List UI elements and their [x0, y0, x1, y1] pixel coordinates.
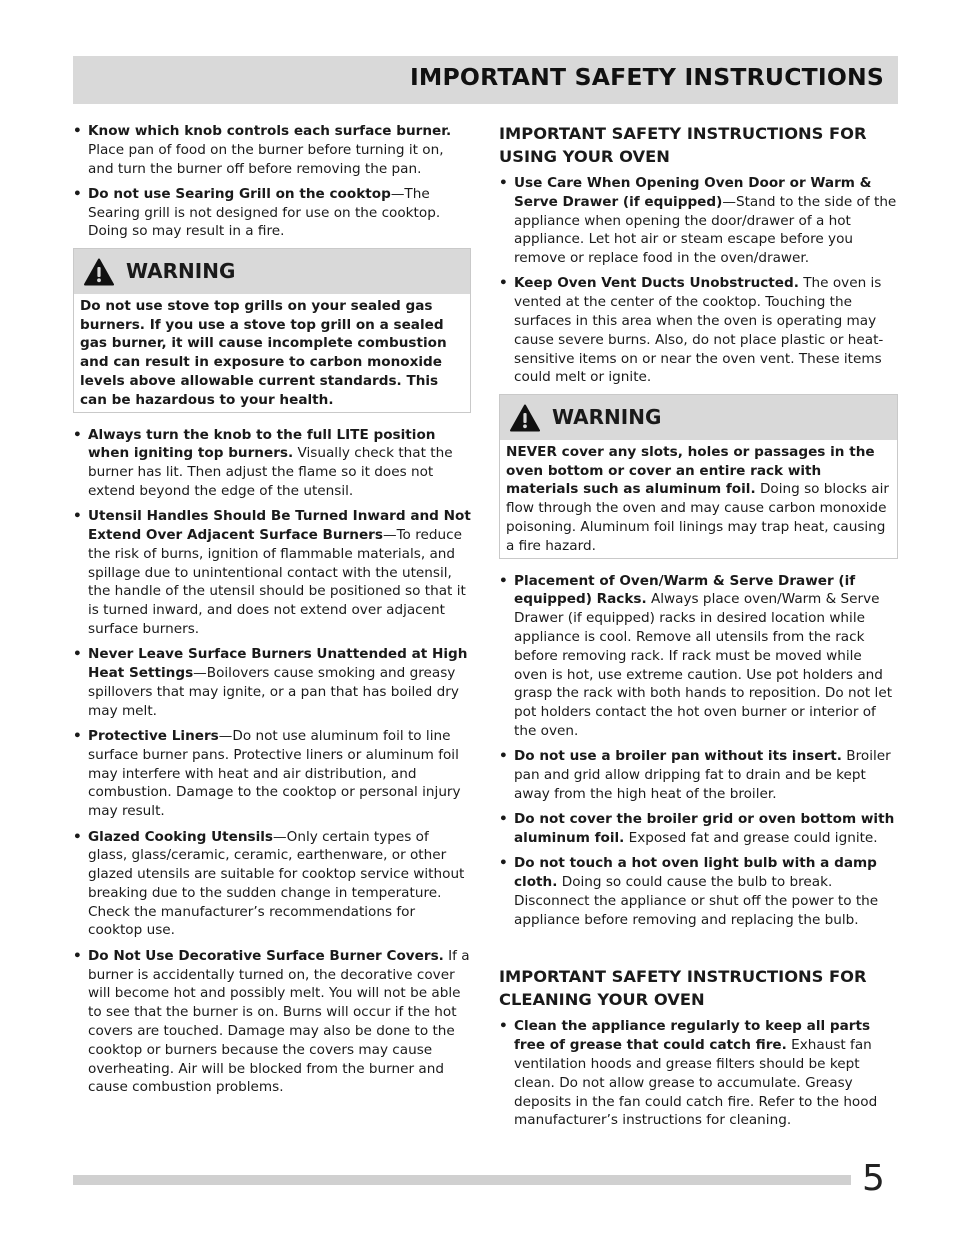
warning-header — [74, 249, 470, 294]
bullet-icon: • — [73, 728, 82, 745]
page-number: 5 — [862, 1158, 885, 1199]
bullet-icon: • — [73, 646, 82, 663]
list-item: • Do Not Use Decorative Surface Burner Covers. If a burner is accidentally turned on, the decorative cover will become hot and possibly melt. You will not be able to see that the burner is on. Burns will occur if the hot covers are touched. Damage may also be done to the cooktop or burners because the covers may cause overheating. Air will be blocked from the burner and cause combustion problems. — [73, 947, 470, 1096]
warning-header — [500, 395, 897, 440]
list-item: • Do not touch a hot oven light bulb with a damp cloth. Doing so could cause the bulb to break. Disconnect the appliance or shut off the power to the appliance before removing and replacing the bulb. — [499, 855, 879, 928]
warning-box — [499, 394, 898, 559]
list-item: • Do not cover the broiler grid or oven bottom with aluminum foil. Exposed fat and grease could ignite. — [499, 811, 895, 846]
bullet-icon: • — [499, 1018, 508, 1035]
warning-triangle-icon — [510, 404, 540, 432]
section-heading-cleaning: IMPORTANT SAFETY INSTRUCTIONS FOR CLEANING YOUR OVEN — [499, 967, 867, 1010]
list-item: • Never Leave Surface Burners Unattended at High Heat Settings—Boilovers cause smoking and greasy spillovers that may ignite, or a pan that has boiled dry may melt. — [73, 646, 468, 719]
left-list-top — [73, 122, 471, 241]
bullet-icon: • — [499, 748, 508, 765]
right-list-top — [499, 174, 898, 387]
footer-bar — [73, 1175, 851, 1185]
bullet-icon: • — [73, 508, 82, 525]
bullet-icon: • — [499, 811, 508, 828]
list-item: • Do not use Searing Grill on the cooktop—The Searing grill is not designed for use on the cooktop. Doing so may result in a fire. — [73, 185, 441, 240]
list-item: • Do not use a broiler pan without its insert. Broiler pan and grid allow dripping fat to drain and be kept away from the high heat of the broiler. — [499, 748, 891, 802]
bullet-icon: • — [73, 426, 82, 443]
list-item: • Clean the appliance regularly to keep all parts free of grease that could catch fire. Exhaust fan ventilation hoods and grease filters should be kept clean. Do not allow grease to accumulate. Greasy deposits in the fan could catch fire. Refer to the hood manufacturer’s instructions for cleaning. — [499, 1018, 878, 1129]
bullet-icon: • — [499, 855, 508, 872]
warning-title: WARNING — [552, 404, 662, 429]
list-item: • Always turn the knob to the full LITE position when igniting top burners. Visually check that the burner has lit. Then adjust the flame so it does not extend beyond the edge of the utensil. — [73, 426, 453, 499]
bullet-icon: • — [499, 175, 508, 191]
right-column — [499, 122, 898, 1137]
list-item: • Utensil Handles Should Be Turned Inward and Not Extend Over Adjacent Surface Burners—To reduce the risk of burns, ignition of flammable materials, and spillage due to unintentional contact with the utensil, the handle of the utensil should be positioned so that it is turned inward, and does not extend over adjacent surface burners. — [73, 508, 471, 638]
left-column — [73, 122, 471, 1104]
right-list-bottom — [499, 572, 898, 930]
warning-triangle-icon — [84, 258, 114, 286]
bullet-icon: • — [73, 123, 82, 139]
left-list-bottom — [73, 426, 471, 1098]
list-item: • Know which knob controls each surface burner. Place pan of food on the burner before turning it on, and turn the burner off before removing the pan. — [73, 123, 452, 177]
bullet-icon: • — [73, 947, 82, 964]
list-item: • Placement of Oven/Warm & Serve Drawer (if equipped) Racks. Always place oven/Warm & Serve Drawer (if equipped) racks in desired location while appliance is cool. Remove all utensils from the rack before removing rack. If rack must be moved while oven is hot, use extreme caution. Use pot holders and grasp the rack with both hands to reposition. Do not let pot holders contact the hot oven burner or interior of the oven. — [499, 572, 893, 739]
bullet-icon: • — [499, 572, 508, 589]
page-title: IMPORTANT SAFETY INSTRUCTIONS — [409, 63, 884, 91]
list-item: • Keep Oven Vent Ducts Unobstructed. The oven is vented at the center of the cooktop. Touching the surfaces in this area when the oven is operating may cause severe burns. Also, do not place plastic or heat-sensitive items on or near the oven vent. These items could melt or ignite. — [499, 275, 884, 386]
section-heading-oven: IMPORTANT SAFETY INSTRUCTIONS FOR USING YOUR OVEN — [499, 124, 867, 166]
warning-box — [73, 248, 471, 413]
warning-title: WARNING — [126, 258, 236, 283]
list-item: • Protective Liners—Do not use aluminum foil to line surface burner pans. Protective liners or aluminum foil may interfere with heat and air distribution, and combustion. Damage to the cooktop or personal injury may result. — [73, 728, 461, 820]
warning-text: Do not use stove top grills on your sealed gas burners. If you use a stove top grill on a sealed gas burner, it will cause incomplete combustion and can result in exposure to carbon monoxide levels above allowable current standards. This can be hazardous to your health. — [80, 297, 447, 408]
list-item: • Glazed Cooking Utensils—Only certain types of glass, glass/ceramic, ceramic, earthenware, or other glazed utensils are suitable for cooktop service without breaking due to the sudden change in temperature. Check the manufacturer’s recommendations for cooktop use. — [73, 828, 465, 939]
warning-text: NEVER cover any slots, holes or passages in the oven bottom or cover an entire rack with materials such as aluminum foil. Doing so blocks air flow through the oven and may cause carbon monoxide poisoning. Aluminum foil linings may trap heat, causing a fire hazard. — [506, 443, 889, 554]
right-list-cleaning — [499, 1017, 898, 1130]
bullet-icon: • — [499, 275, 508, 292]
bullet-icon: • — [73, 828, 82, 845]
bullet-icon: • — [73, 185, 82, 202]
list-item: • Use Care When Opening Oven Door or Warm & Serve Drawer (if equipped)—Stand to the side of the appliance when opening the door/drawer of a hot appliance. Let hot air or steam escape before you remove or replace food in the oven/drawer. — [499, 175, 897, 267]
header-bar — [73, 56, 898, 104]
